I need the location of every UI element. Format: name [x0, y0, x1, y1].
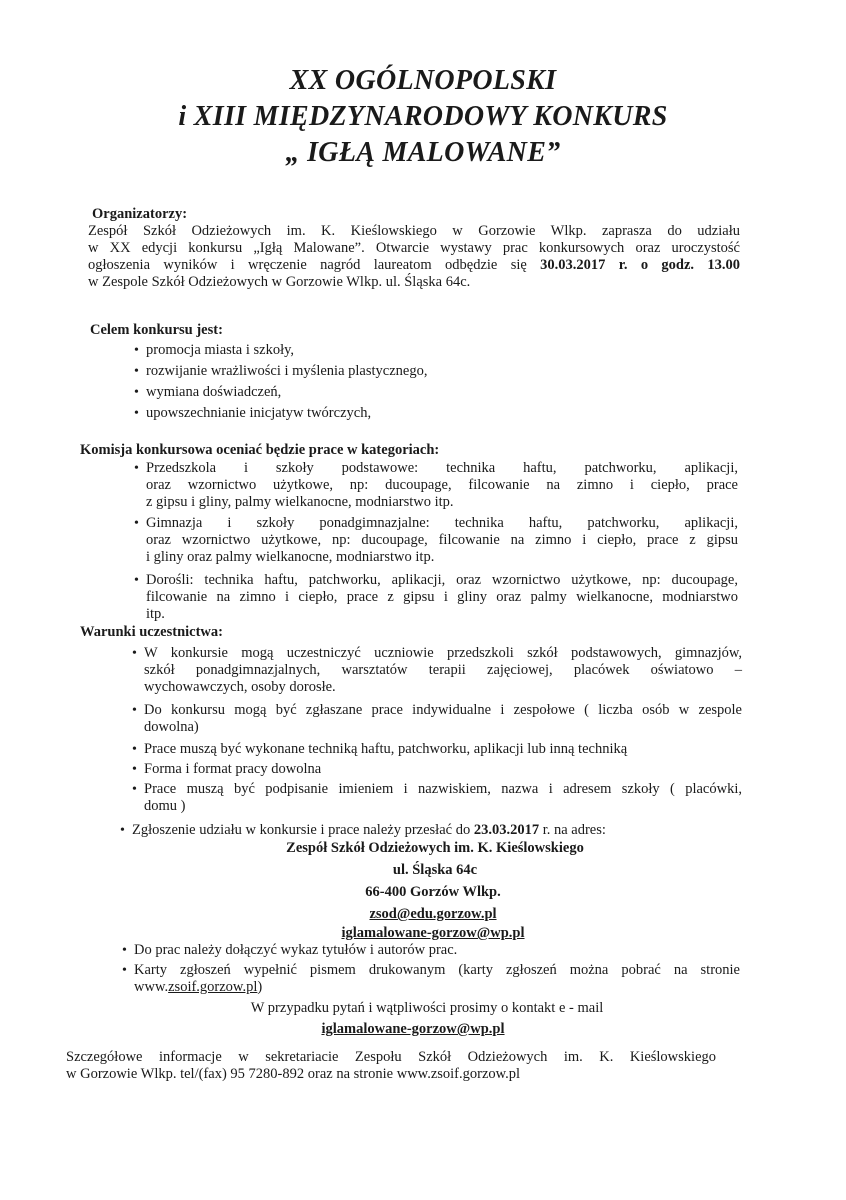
- email-link[interactable]: zsod@edu.gorzow.pl: [369, 906, 497, 922]
- list-item: [134, 363, 428, 380]
- bullet-dot-icon: •: [122, 943, 127, 958]
- condition-text: r. na adres:: [539, 822, 606, 838]
- condition-text: wychowawczych, osoby dorosłe.: [144, 679, 336, 695]
- website-link[interactable]: zsoif.gorzow.pl: [168, 979, 258, 995]
- bullet-dot-icon: •: [134, 385, 139, 400]
- condition-text: Prace muszą być podpisanie imieniem i nazwiskiem, nazwa i adresem szkoły ( placówki,: [144, 781, 742, 797]
- title-line-1: XX OGÓLNOPOLSKI: [289, 65, 557, 96]
- organizers-text-part: ogłoszenia wyników i wręczenie nagród laureatom odbędzie się: [88, 257, 541, 273]
- list-item-text: wymiana doświadczeń,: [146, 384, 282, 400]
- list-item: [120, 822, 606, 839]
- title-line-2: i XIII MIĘDZYNARODOWY KONKURS: [178, 101, 668, 132]
- condition-text: domu ): [144, 798, 186, 814]
- list-item: [134, 405, 372, 422]
- categories-heading: Komisja konkursowa oceniać będzie prace w kategoriach:: [80, 442, 440, 458]
- bullet-dot-icon: •: [132, 646, 137, 661]
- list-item: [132, 741, 628, 758]
- extra-text-part: ): [257, 979, 263, 995]
- list-item: [134, 384, 282, 401]
- organizers-text: Zespół Szkół Odzieżowych im. K. Kieślowskiego w Gorzowie Wlkp. zaprasza do udziału: [88, 223, 740, 239]
- bullet-dot-icon: •: [134, 461, 139, 476]
- bullet-dot-icon: •: [132, 762, 137, 777]
- bullet-dot-icon: •: [134, 343, 139, 358]
- bullet-dot-icon: •: [134, 364, 139, 379]
- category-text: itp.: [146, 606, 165, 622]
- condition-text: W konkursie mogą uczestniczyć uczniowie przedszkoli szkół podstawowych, gimnazjów,: [144, 645, 742, 661]
- footer-text: Szczegółowe informacje w sekretariacie Zespołu Szkół Odzieżowych im. K. Kieślowskiego: [66, 1049, 716, 1065]
- goals-heading: Celem konkursu jest:: [90, 322, 223, 338]
- category-text: Dorośli: technika haftu, patchworku, aplikacji, oraz wzornictwo użytkowe, np: ducoupage,: [146, 572, 738, 588]
- list-item-text: rozwijanie wrażliwości i myślenia plastycznego,: [146, 363, 428, 379]
- condition-text: Prace muszą być wykonane techniką haftu, patchworku, aplikacji lub inną techniką: [144, 741, 628, 757]
- organizers-text: w XX edycji konkursu „Igłą Malowane”. Otwarcie wystawy prac konkursowych oraz uroczystość: [88, 240, 740, 256]
- bullet-dot-icon: •: [134, 406, 139, 421]
- event-date: 30.03.2017 r. o godz. 13.00: [540, 257, 740, 273]
- deadline-date: 23.03.2017: [473, 822, 540, 838]
- bullet-dot-icon: •: [134, 516, 139, 531]
- footer-text: w Gorzowie Wlkp. tel/(fax) 95 7280-892 oraz na stronie www.zsoif.gorzow.pl: [66, 1066, 521, 1082]
- condition-text: Zgłoszenie udziału w konkursie i prace należy przesłać do: [132, 822, 474, 838]
- list-item: [134, 342, 295, 359]
- category-text: filcowanie na zimno i ciepło, prace z gipsu i gliny oraz palmy wielkanocne, modniarstwo: [146, 589, 738, 605]
- address-city: 66-400 Gorzów Wlkp.: [365, 884, 501, 900]
- extra-text: [134, 979, 262, 996]
- title-line-3: „ IGŁĄ MALOWANE”: [285, 137, 561, 168]
- bullet-dot-icon: •: [122, 963, 127, 978]
- extra-text: Do prac należy dołączyć wykaz tytułów i autorów prac.: [134, 942, 458, 958]
- extra-text-part: www.: [134, 979, 169, 995]
- list-item: [122, 942, 458, 959]
- bullet-dot-icon: •: [132, 782, 137, 797]
- bullet-dot-icon: •: [132, 742, 137, 757]
- category-text: i gliny oraz palmy wielkanocne, modniarstwo itp.: [146, 549, 435, 565]
- contact-email-link[interactable]: iglamalowane-gorzow@wp.pl: [321, 1021, 505, 1037]
- list-item-text: upowszechnianie inicjatyw twórczych,: [146, 405, 372, 421]
- organizers-text: [88, 257, 740, 274]
- condition-text: szkół ponadgimnazjalnych, warsztatów terapii zajęciowej, placówek oświatowo –: [144, 662, 742, 678]
- organizers-heading: Organizatorzy:: [92, 206, 188, 222]
- address-street: ul. Śląska 64c: [392, 862, 478, 878]
- condition-text: Forma i format pracy dowolna: [144, 761, 322, 777]
- category-text: oraz wzornictwo użytkowe, np: ducoupage, filcowanie na zimno i ciepło, prace z gipsu: [146, 532, 738, 548]
- extra-text: Karty zgłoszeń wypełnić pismem drukowanym (karty zgłoszeń można pobrać na stronie: [134, 962, 740, 978]
- list-item-text: promocja miasta i szkoły,: [146, 342, 295, 358]
- category-text: Przedszkola i szkoły podstawowe: technika haftu, patchworku, aplikacji,: [146, 460, 738, 476]
- condition-text: dowolna): [144, 719, 199, 735]
- address-name: Zespół Szkół Odzieżowych im. K. Kieślowskiego: [286, 840, 584, 856]
- bullet-dot-icon: •: [134, 573, 139, 588]
- organizers-text: w Zespole Szkół Odzieżowych w Gorzowie Wlkp. ul. Śląska 64c.: [88, 274, 471, 290]
- list-item: [132, 761, 322, 778]
- conditions-heading: Warunki uczestnictwa:: [80, 624, 223, 640]
- category-text: oraz wzornictwo użytkowe, np: ducoupage, filcowanie na zimno i ciepło, prace: [146, 477, 738, 493]
- email-link[interactable]: iglamalowane-gorzow@wp.pl: [341, 925, 525, 941]
- bullet-dot-icon: •: [132, 703, 137, 718]
- condition-text: Do konkursu mogą być zgłaszane prace indywidualne i zespołowe ( liczba osób w zespole: [144, 702, 742, 718]
- category-text: z gipsu i gliny, palmy wielkanocne, modniarstwo itp.: [146, 494, 454, 510]
- bullet-dot-icon: •: [120, 823, 125, 838]
- contact-text: W przypadku pytań i wątpliwości prosimy o kontakt e - mail: [250, 1000, 604, 1016]
- category-text: Gimnazja i szkoły ponadgimnazjalne: technika haftu, patchworku, aplikacji,: [146, 515, 738, 531]
